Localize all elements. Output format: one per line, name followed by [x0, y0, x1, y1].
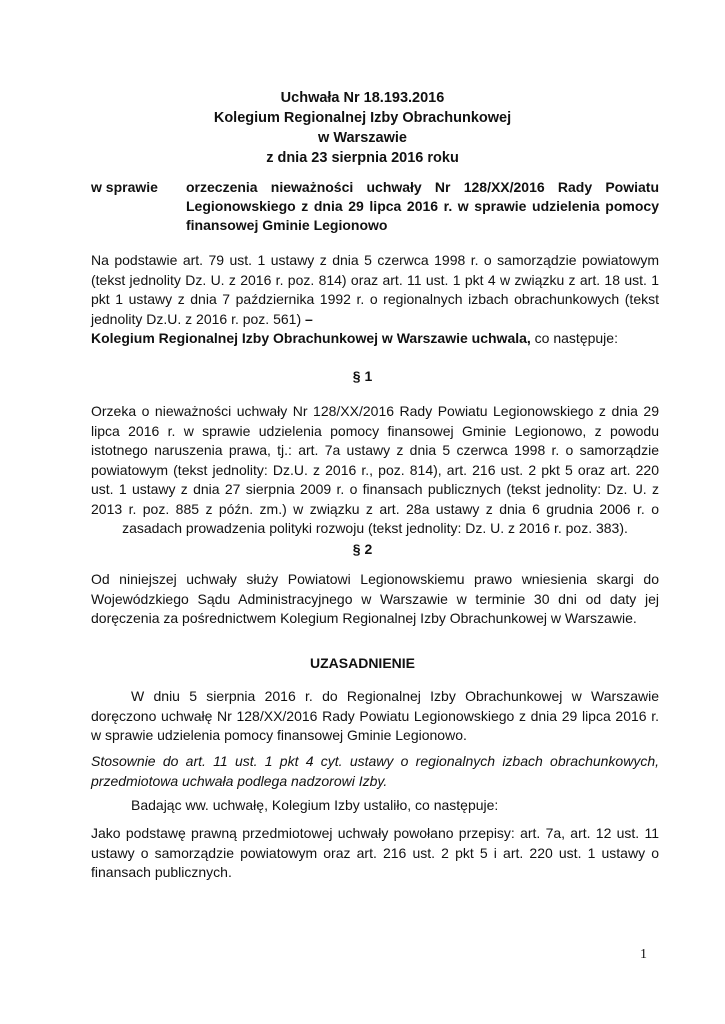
title-line-city: w Warszawie	[318, 130, 407, 146]
justification-paragraph-3: Badając ww. uchwałę, Kolegium Izby ustaliło, co następuje:	[131, 797, 499, 813]
section-2-heading: § 2	[352, 541, 373, 557]
justification-paragraph-2: Stosownie do art. 11 ust. 1 pkt 4 cyt. ustawy o regionalnych izbach obrachunkowych, przedmiotowa uchwała podlega nadzorowi Izby.	[91, 753, 659, 789]
preamble-tail: co następuje:	[530, 330, 618, 346]
section-2-text: Od niniejszej uchwały służy Powiatowi Legionowskiemu prawo wniesienia skargi do Wojewódzkiego Sądu Administracyjnego w Warszawie w terminie 30 dni od daty jej doręczenia za pośrednictwem Kolegium Regionalnej Izby Obrachunkowej w Warszawie.	[91, 571, 659, 626]
title-line-date: z dnia 23 sierpnia 2016 roku	[266, 150, 459, 166]
title-line-body: Kolegium Regionalnej Izby Obrachunkowej	[213, 110, 512, 126]
justification-heading: UZASADNIENIE	[309, 655, 415, 671]
section-1-heading: § 1	[352, 368, 373, 384]
preamble-dash: –	[305, 310, 313, 327]
preamble-bold-text: Kolegium Regionalnej Izby Obrachunkowej w Warszawie uchwala,	[91, 330, 531, 346]
resolution-title	[0, 88, 725, 168]
justification-paragraph-4: Jako podstawę prawną przedmiotowej uchwały powołano przepisy: art. 7a, art. 12 ust. 11 ustawy o samorządzie powiatowym oraz art. 216 ust. 2 pkt 5 i art. 220 ust. 1 ustawy o finansach publicznych.	[91, 825, 659, 880]
page-number: 1	[640, 947, 647, 962]
subject-text: orzeczenia nieważności uchwały Nr 128/XX/2016 Rady Powiatu Legionowskiego z dnia 29 lipca 2016 r. w sprawie udzielenia pomocy finansowej Gminie Legionowo	[186, 179, 659, 233]
subject-prefix: w sprawie	[91, 179, 158, 195]
preamble-text: Na podstawie art. 79 ust. 1 ustawy z dnia 5 czerwca 1998 r. o samorządzie powiatowym (tekst jednolity Dz. U. z 2016 r. poz. 814) oraz art. 11 ust. 1 pkt 4 w związku z art. 18 ust. 1 pkt 1 ustawy z dnia 7 października 1992 r. o regionalnych izbach obrachunkowych (tekst jednolity Dz.U. z 2016 r. poz. 561)	[91, 252, 659, 327]
justification-paragraph-1: W dniu 5 sierpnia 2016 r. do Regionalnej Izby Obrachunkowej w Warszawie doręczono uchwałę Nr 128/XX/2016 Rady Powiatu Legionowskiego z dnia 29 lipca 2016 r. w sprawie udzielenia pomocy finansowej Gminie Legionowo.	[91, 688, 659, 743]
section-1-text: Orzeka o nieważności uchwały Nr 128/XX/2016 Rady Powiatu Legionowskiego z dnia 29 lipca 2016 r. w sprawie udzielenia pomocy finansowej Gminie Legionowo, z powodu istotnego naruszenia prawa, tj.: art. 7a ustawy z dnia 5 czerwca 1998 r. o samorządzie powiatowym (tekst jednolity: Dz.U. z 2016 r., poz. 814), art. 216 ust. 2 pkt 5 oraz art. 220 ust. 1 ustawy z dnia 27 sierpnia 2009 r. o finansach publicznych (tekst jednolity: Dz. U. z 2013 r. poz. 885 z późn. zm.) w związku z art. 28a ustawy z dnia 6 grudnia 2006 r. o zasadach prowadzenia polityki rozwoju (tekst jednolity: Dz. U. z 2016 r. poz. 383).	[91, 403, 659, 536]
preamble-paragraph	[91, 251, 659, 349]
title-line-number: Uchwała Nr 18.193.2016	[280, 90, 445, 106]
